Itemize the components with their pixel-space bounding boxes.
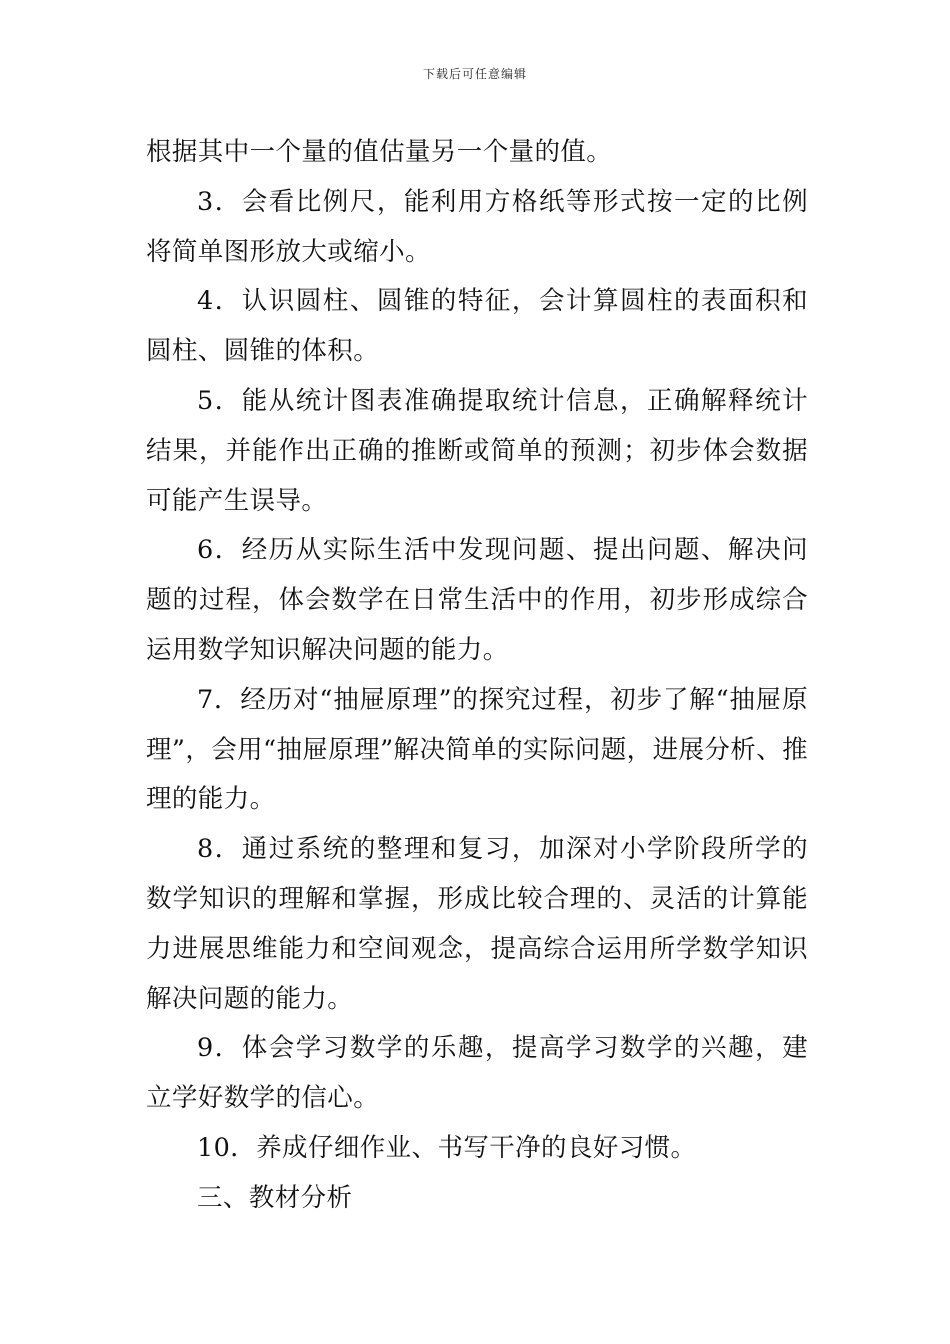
paragraph: 7．经历对“抽屉原理”的探究过程，初步了解“抽屉原理”，会用“抽屉原理”解决简单的实际问题，进展分析、推理的能力。 — [146, 684, 808, 815]
paragraph: 5．能从统计图表准确提取统计信息，正确解释统计结果，并能作出正确的推断或简单的预测；初步体会数据可能产生误导。 — [146, 385, 808, 516]
paragraph: 8．通过系统的整理和复习，加深对小学阶段所学的数学知识的理解和掌握，形成比较合理的、灵活的计算能力进展思维能力和空间观念，提高综合运用所学数学知识解决问题的能力。 — [146, 834, 808, 1014]
paragraph: 根据其中一个量的值估量另一个量的值。 — [146, 137, 613, 167]
header-note: 下载后可任意编辑 — [422, 67, 527, 81]
paragraph: 9．体会学习数学的乐趣，提高学习数学的兴趣，建立学好数学的信心。 — [146, 1033, 808, 1114]
paragraph: 4．认识圆柱、圆锥的特征，会计算圆柱的表面积和圆柱、圆锥的体积。 — [146, 286, 808, 367]
paragraph: 6．经历从实际生活中发现问题、提出问题、解决问题的过程，体会数学在日常生活中的作用，初步形成综合运用数学知识解决问题的能力。 — [146, 535, 808, 665]
section-heading: 三、教材分析 — [197, 1182, 353, 1213]
document-body — [146, 128, 808, 1224]
paragraph: 10．养成仔细作业、书写干净的良好习惯。 — [197, 1132, 697, 1163]
paragraph: 3．会看比例尺，能利用方格纸等形式按一定的比例将简单图形放大或缩小。 — [146, 186, 808, 267]
